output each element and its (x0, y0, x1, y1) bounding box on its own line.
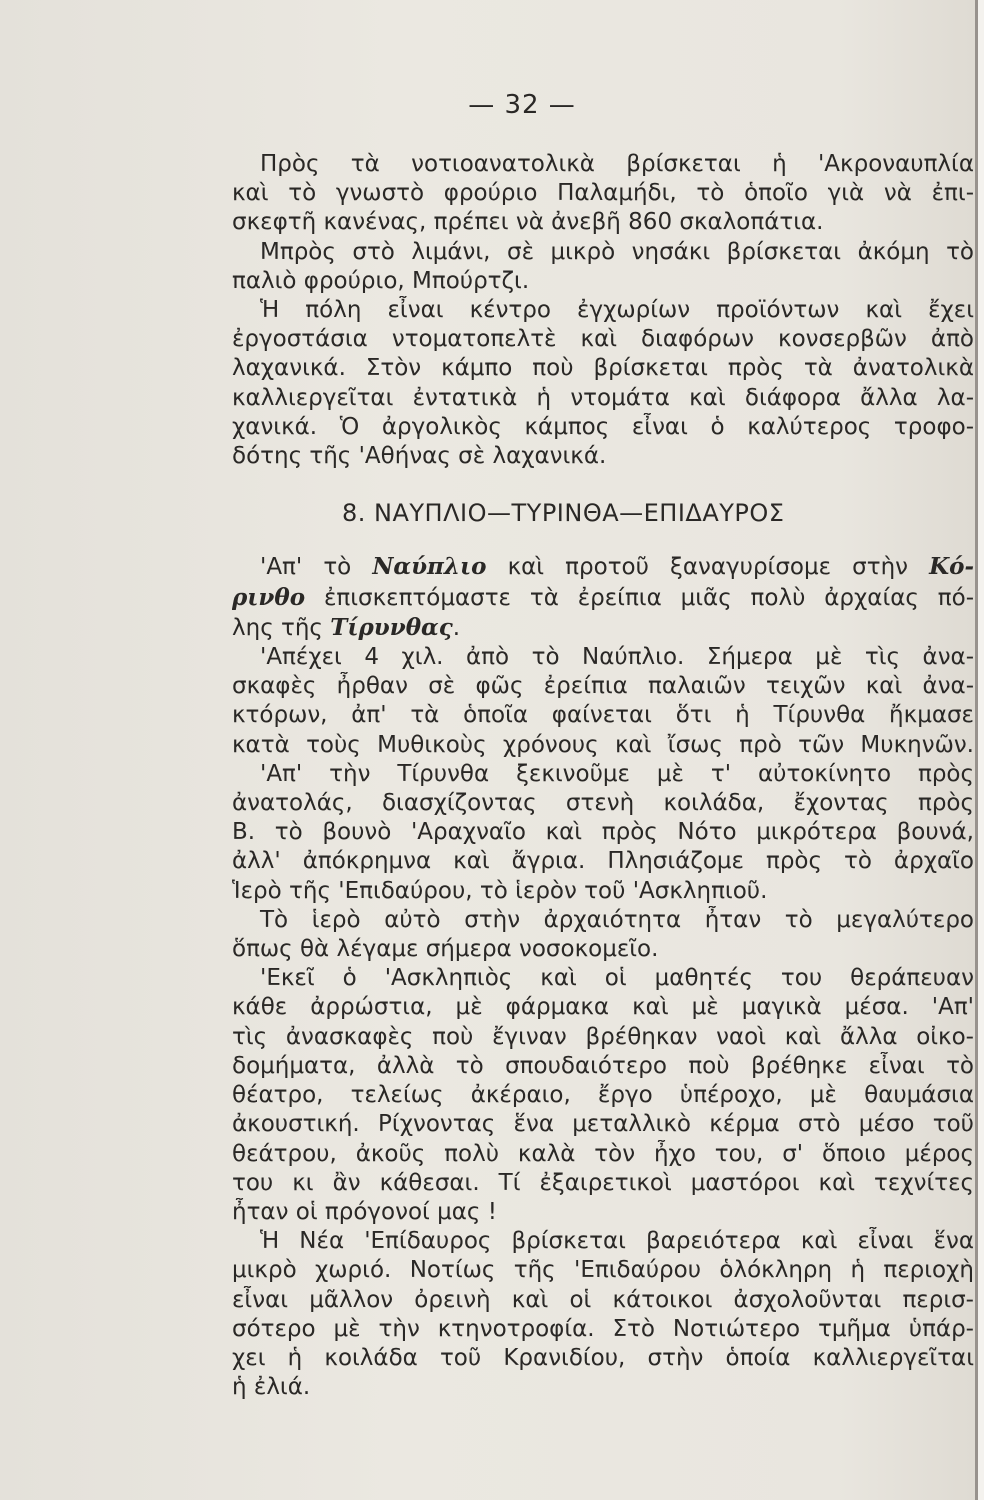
text-line: κτόρων, ἀπ' τὰ ὁποῖα φαίνεται ὅτι ἡ Τίρυνθα ἤκμασε (232, 702, 974, 729)
text-line: Πρὸς τὰ νοτιοανατολικὰ βρίσκεται ἡ 'Ακροναυπλία (260, 151, 974, 177)
text-line: ἀνατολάς, διασχίζοντας στενὴ κοιλάδα, ἔχοντας πρὸς (232, 790, 974, 817)
place-name: Ναύπλιο (372, 553, 487, 581)
text-line: τὶς ἀνασκαφὲς ποὺ ἔγιναν βρέθηκαν ναοὶ καὶ ἄλλα οἰκο- (232, 1023, 974, 1050)
text-line: καλλιεργεῖται ἐντατικὰ ἡ ντομάτα καὶ διάφορα ἄλλα λα- (232, 384, 974, 411)
text-line: χανικά. Ὁ ἀργολικὸς κάμπος εἶναι ὁ καλύτερος τροφο- (232, 413, 974, 440)
text-line: ἦταν οἱ πρόγονοί μας ! (232, 1198, 497, 1225)
text-fragment: καὶ προτοῦ ξαναγυρίσομε στὴν (486, 554, 930, 581)
text-line (232, 613, 974, 643)
body-text (232, 150, 974, 1402)
text-line: λαχανικά. Στὸν κάμπο ποὺ βρίσκεται πρὸς τὰ ἀνατολικὰ (232, 355, 974, 382)
text-line: καὶ τὸ γνωστὸ φρούριο Παλαμήδι, τὸ ὁποῖο γιὰ νὰ ἐπι- (232, 180, 974, 207)
text-line: σότερο μὲ τὴν κτηνοτροφία. Στὸ Νοτιώτερο τμῆμα ὑπάρ- (232, 1315, 974, 1342)
text-line: 'Εκεῖ ὁ 'Ασκληπιὸς καὶ οἱ μαθητές του θεράπευαν (260, 965, 974, 992)
page-edge (975, 0, 978, 1500)
text-line: θέατρο, τελείως ἀκέραιο, ἔργο ὑπέροχο, μὲ θαυμάσια (232, 1082, 974, 1109)
text-line: δομήματα, ἀλλὰ τὸ σπουδαιότερο ποὺ βρέθηκε εἶναι τὸ (232, 1052, 974, 1079)
text-line: ἐργοστάσια ντοματοπελτὲ καὶ διαφόρων κονσερβῶν ἀπὸ (232, 326, 974, 353)
text-fragment: λης τῆς (232, 614, 331, 641)
text-line: Β. τὸ βουνὸ 'Αραχναῖο καὶ πρὸς Νότο μικρότερα βουνά, (232, 819, 974, 846)
text-line: Ἱερὸ τῆς 'Επιδαύρου, τὸ ἱερὸν τοῦ 'Ασκληπιοῦ. (232, 877, 768, 904)
text-line: Ἡ πόλη εἶναι κέντρο ἐγχωρίων προϊόντων καὶ ἔχει (260, 297, 974, 324)
text-line: του κι ἂν κάθεσαι. Τί ἐξαιρετικοὶ μαστόροι καὶ τεχνίτες (232, 1169, 974, 1196)
text-fragment: ἐπισκεπτόμαστε τὰ ἐρείπια μιᾶς πολὺ ἀρχαίας πό- (305, 584, 974, 611)
text-line: ὅπως θὰ λέγαμε σήμερα νοσοκομεῖο. (232, 936, 659, 963)
text-line: Ἡ Νέα 'Επίδαυρος βρίσκεται βαρειότερα καὶ εἶναι ἕνα (260, 1228, 974, 1255)
section-heading: 8. ΝΑΥΠΛΙΟ—ΤΥΡΙΝΘΑ—ΕΠΙΔΑΥΡΟΣ (342, 499, 785, 528)
text-line: θεάτρου, ἀκοῦς πολὺ καλὰ τὸν ἦχο του, σ' ὅποιο μέρος (232, 1140, 974, 1167)
text-line: δότης τῆς 'Αθήνας σὲ λαχανικά. (232, 443, 607, 470)
text-line: παλιὸ φρούριο, Μπούρτζι. (232, 267, 530, 294)
text-line: 'Απέχει 4 χιλ. ἀπὸ τὸ Ναύπλιο. Σήμερα μὲ τὶς ἀνα- (260, 644, 974, 671)
text-line: Μπρὸς στὸ λιμάνι, σὲ μικρὸ νησάκι βρίσκεται ἀκόμη τὸ (260, 238, 974, 265)
text-line: ἀκουστική. Ρίχνοντας ἕνα μεταλλικὸ κέρμα στὸ μέσο τοῦ (232, 1111, 974, 1138)
place-name: ρινθο (232, 583, 306, 611)
place-name: Κό- (929, 553, 974, 581)
text-line: Τὸ ἱερὸ αὐτὸ στὴν ἀρχαιότητα ἦταν τὸ μεγαλύτερο (260, 906, 974, 933)
place-name: Τίρυνθας (330, 613, 453, 641)
text-line: εἶναι μᾶλλον ὀρεινὴ καὶ οἱ κάτοικοι ἀσχολοῦνται περισ- (232, 1286, 974, 1313)
text-line: σκεφτῆ κανένας, πρέπει νὰ ἀνεβῆ 860 σκαλοπάτια. (232, 209, 824, 236)
text-line: κάθε ἀρρώστια, μὲ φάρμακα καὶ μὲ μαγικὰ μέσα. 'Απ' (232, 994, 974, 1021)
text-line: ἀλλ' ἀπόκρημνα καὶ ἄγρια. Πλησιάζομε πρὸς τὸ ἀρχαῖο (232, 848, 974, 875)
text-line: μικρὸ χωριό. Νοτίως τῆς 'Επιδαύρου ὁλόκληρη ἡ περιοχὴ (232, 1257, 974, 1284)
text-line: χει ἡ κοιλάδα τοῦ Κρανιδίου, στὴν ὁποία καλλιεργεῖται (232, 1344, 974, 1371)
text-line (232, 552, 974, 582)
text-line (232, 583, 974, 613)
page-number: — 32 — (468, 90, 576, 120)
text-line: 'Απ' τὴν Τίρυνθα ξεκινοῦμε μὲ τ' αὐτοκίνητο πρὸς (260, 760, 974, 787)
text-fragment: . (452, 614, 461, 641)
page-edge-shadow (978, 0, 984, 1500)
text-line: κατὰ τοὺς Μυθικοὺς χρόνους καὶ ἴσως πρὸ τῶν Μυκηνῶν. (232, 731, 974, 758)
text-line: ἡ ἐλιά. (232, 1374, 311, 1401)
text-line: σκαφὲς ἦρθαν σὲ φῶς ἐρείπια παλαιῶν τειχῶν καὶ ἀνα- (232, 673, 974, 700)
text-fragment: 'Απ' τὸ (260, 554, 373, 581)
